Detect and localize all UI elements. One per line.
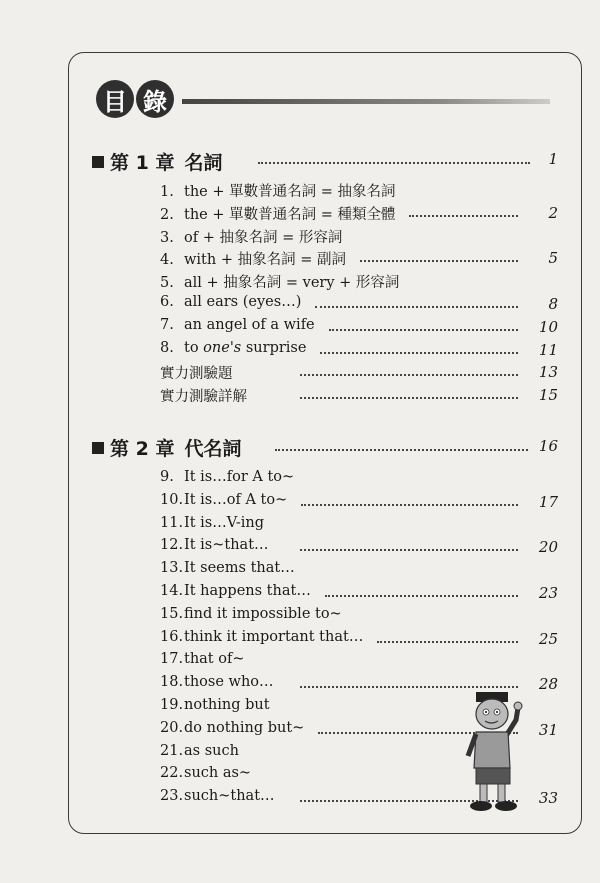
toc-entry[interactable] — [160, 606, 342, 622]
entry-text: the + 單數普通名詞 = 種類全體 — [184, 206, 396, 223]
toc-entry[interactable] — [160, 226, 342, 247]
leader-dots — [377, 641, 518, 643]
entry-number: 3. — [160, 229, 174, 246]
entry-number: 20. — [160, 719, 184, 736]
cartoon-boy-illustration — [462, 690, 528, 814]
toc-entry[interactable] — [160, 469, 294, 485]
square-bullet-icon — [92, 442, 104, 454]
leader-dots — [320, 352, 518, 354]
entry-text: find it impossible to~ — [184, 605, 342, 622]
entry-text: It is…of A to~ — [184, 491, 288, 508]
entry-text: as such — [184, 742, 239, 759]
entry-number: 13. — [160, 560, 184, 577]
leader-dots — [300, 549, 518, 551]
entry-page-number: 8 — [548, 295, 558, 313]
square-bullet-icon — [92, 156, 104, 168]
entry-text: nothing but — [184, 697, 270, 713]
toc-entry[interactable] — [160, 203, 395, 224]
entry-number: 15. — [160, 605, 184, 622]
entry-text: 實力測驗詳解 — [160, 389, 247, 406]
toc-entry[interactable] — [160, 560, 295, 576]
toc-title — [96, 80, 176, 120]
leader-dots — [300, 686, 518, 688]
toc-entry[interactable] — [160, 515, 264, 531]
entry-number: 22. — [160, 765, 184, 782]
entry-number: 19. — [160, 697, 184, 713]
entry-text: all + 抽象名詞 = very + 形容詞 — [184, 275, 400, 292]
entry-number: 6. — [160, 294, 174, 310]
toc-entry[interactable] — [160, 583, 311, 599]
entry-page-number: 13 — [538, 363, 558, 382]
toc-entry[interactable] — [160, 743, 239, 759]
entry-text: It is…for A to~ — [184, 469, 295, 485]
chapter-2-page: 16 — [538, 437, 558, 455]
toc-entry[interactable] — [160, 180, 395, 201]
entry-page-number: 33 — [538, 789, 558, 808]
toc-entry[interactable] — [160, 385, 247, 406]
title-underline-bar — [182, 99, 550, 104]
toc-entry[interactable] — [160, 697, 270, 713]
entry-text: It is~that… — [184, 537, 269, 554]
toc-entry[interactable] — [160, 271, 399, 292]
entry-number: 21. — [160, 742, 184, 759]
entry-text: that of~ — [184, 651, 245, 668]
leader-dots — [409, 215, 518, 217]
entry-text: think it important that… — [184, 628, 364, 645]
entry-text: of + 抽象名詞 = 形容詞 — [184, 229, 343, 246]
chapter-label: 第 1 章 — [110, 152, 175, 174]
toc-entry[interactable] — [160, 629, 363, 645]
leader-dots — [300, 374, 518, 376]
entry-page-number: 10 — [538, 317, 558, 336]
leader-dots — [360, 260, 518, 262]
entry-text: those who… — [184, 674, 274, 691]
entry-number: 16. — [160, 628, 184, 645]
entry-text: the + 單數普通名詞 = 抽象名詞 — [184, 184, 396, 200]
entry-text: such as~ — [184, 765, 252, 782]
chapter-1-heading[interactable] — [92, 148, 222, 175]
entry-text: to one's surprise — [184, 339, 307, 356]
entry-page-number: 28 — [538, 675, 558, 694]
entry-page-number: 15 — [538, 386, 558, 405]
entry-page-number: 31 — [538, 720, 558, 739]
toc-entry[interactable] — [160, 248, 346, 269]
entry-page-number: 23 — [538, 584, 558, 602]
entry-text: all ears (eyes…) — [184, 294, 302, 310]
entry-number: 12. — [160, 537, 184, 554]
title-char-1: 目 — [96, 80, 134, 118]
entry-number: 7. — [160, 316, 174, 333]
entry-page-number: 11 — [538, 340, 558, 359]
entry-text: with + 抽象名詞 = 副詞 — [184, 252, 346, 269]
entry-number: 8. — [160, 339, 174, 356]
entry-number: 17. — [160, 651, 184, 668]
entry-number: 1. — [160, 184, 174, 200]
entry-number: 5. — [160, 275, 174, 292]
toc-entry[interactable] — [160, 362, 233, 383]
entry-number: 18. — [160, 674, 184, 691]
entry-page-number: 17 — [538, 492, 558, 511]
entry-number: 9. — [160, 469, 174, 485]
leader-dots — [275, 449, 528, 451]
entry-page-number: 2 — [548, 203, 558, 222]
chapter-name: 名詞 — [184, 152, 223, 174]
entry-text: such~that… — [184, 788, 275, 805]
entry-page-number: 25 — [538, 629, 558, 648]
toc-entry[interactable] — [160, 765, 251, 781]
entry-number: 11. — [160, 514, 184, 531]
leader-dots — [258, 162, 530, 164]
toc-entry[interactable] — [160, 340, 306, 356]
entry-text: 實力測驗題 — [160, 366, 233, 383]
entry-page-number: 5 — [548, 249, 558, 268]
toc-entry[interactable] — [160, 537, 269, 553]
toc-entry[interactable] — [160, 720, 304, 736]
leader-dots — [301, 504, 518, 506]
toc-entry[interactable] — [160, 492, 287, 508]
entry-text: It seems that… — [184, 560, 295, 577]
entry-text: do nothing but~ — [184, 719, 305, 736]
toc-entry[interactable] — [160, 788, 275, 804]
toc-entry[interactable] — [160, 317, 315, 333]
entry-number: 10. — [160, 491, 184, 508]
entry-page-number: 20 — [538, 538, 558, 557]
toc-entry[interactable] — [160, 294, 301, 310]
entry-number: 4. — [160, 252, 174, 269]
leader-dots — [315, 306, 518, 308]
chapter-label: 第 2 章 — [110, 438, 175, 460]
entry-number: 23. — [160, 788, 184, 805]
leader-dots — [329, 329, 518, 331]
toc-entry[interactable] — [160, 651, 245, 667]
chapter-1-page: 1 — [548, 150, 558, 168]
entry-text: It happens that… — [184, 583, 311, 599]
entry-text: an angel of a wife — [184, 316, 315, 333]
entry-text: It is…V-ing — [184, 514, 265, 531]
leader-dots — [325, 595, 518, 597]
chapter-2-heading[interactable] — [92, 434, 241, 461]
entry-number: 2. — [160, 206, 174, 223]
toc-entry[interactable] — [160, 674, 274, 690]
entry-number: 14. — [160, 583, 184, 599]
title-char-2: 錄 — [136, 80, 174, 118]
leader-dots — [300, 397, 518, 399]
chapter-name: 代名詞 — [184, 438, 242, 460]
